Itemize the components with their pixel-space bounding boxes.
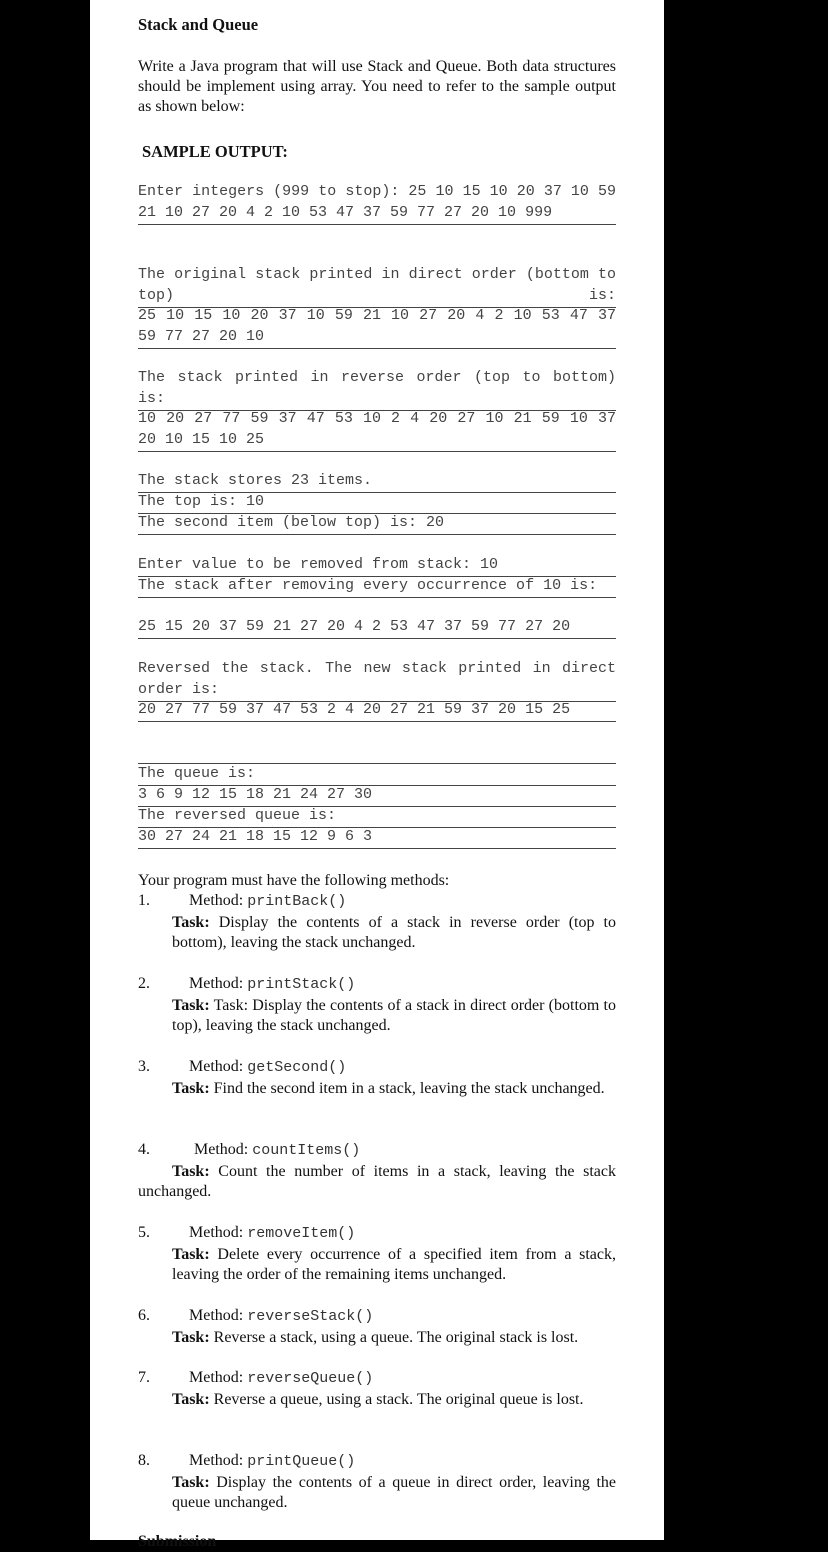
method-name: countItems() — [252, 1142, 361, 1159]
task-label: Task: — [172, 1246, 210, 1263]
task-description: Task: Display the contents of a stack in direct order (bottom to top), leaving the stack unchanged. — [172, 997, 616, 1034]
method-task — [172, 1328, 616, 1348]
method-number: 3. — [138, 1058, 150, 1075]
output-enter-integers: Enter integers (999 to stop): 25 10 15 10 20 37 10 59 21 10 27 20 4 2 10 53 47 37 59 77 27 20 10 999 — [138, 182, 616, 225]
task-label: Task: — [172, 914, 210, 931]
task-description: Find the second item in a stack, leaving the stack unchanged. — [213, 1080, 605, 1097]
method-name: reverseQueue() — [247, 1370, 374, 1387]
method-number: 6. — [138, 1307, 150, 1324]
output-reversed-values: 20 27 77 59 37 47 53 2 4 20 27 21 59 37 20 15 25 — [138, 700, 616, 722]
output-reversed-queue-label: The reversed queue is: — [138, 806, 616, 828]
method-label: Method: — [189, 1224, 244, 1241]
task-label: Task: — [172, 997, 210, 1014]
method-signature — [189, 1306, 373, 1327]
task-description: Count the number of items in a stack, leaving the stack unchanged. — [138, 1163, 616, 1200]
submission-heading: Submission — [138, 1533, 217, 1550]
method-label: Method: — [194, 1141, 249, 1158]
method-task — [172, 913, 616, 953]
method-signature — [189, 974, 355, 995]
output-reversed-queue-values: 30 27 24 21 18 15 12 9 6 3 — [138, 827, 616, 849]
method-label: Method: — [189, 1369, 244, 1386]
method-number: 7. — [138, 1369, 150, 1386]
output-original-values: 25 10 15 10 20 37 10 59 21 10 27 20 4 2 10 53 47 37 59 77 27 20 10 — [138, 306, 616, 349]
task-description: Reverse a stack, using a queue. The original stack is lost. — [213, 1329, 579, 1346]
method-signature — [189, 1223, 355, 1244]
method-name: printBack() — [247, 893, 347, 910]
method-signature — [189, 1368, 373, 1389]
method-signature — [189, 891, 346, 912]
method-label: Method: — [189, 1058, 244, 1075]
document-page — [90, 0, 664, 1550]
output-original-label: The original stack printed in direct order (bottom to top) is: — [138, 265, 616, 308]
methods-intro: Your program must have the following methods: — [138, 872, 450, 889]
method-number: 5. — [138, 1224, 150, 1241]
method-label: Method: — [189, 1307, 244, 1324]
method-number: 8. — [138, 1452, 150, 1469]
method-task — [138, 1079, 616, 1099]
method-task — [172, 1473, 616, 1513]
task-label: Task: — [172, 1391, 210, 1408]
output-stack-top: The top is: 10 — [138, 492, 616, 514]
method-signature — [194, 1140, 360, 1161]
task-description: Display the contents of a stack in reverse order (top to bottom), leaving the stack unchanged. — [172, 914, 616, 951]
method-name: printQueue() — [247, 1453, 356, 1470]
method-number: 2. — [138, 975, 150, 992]
task-description: Display the contents of a queue in direct order, leaving the queue unchanged. — [172, 1474, 617, 1511]
method-signature — [189, 1057, 346, 1078]
method-name: removeItem() — [247, 1225, 356, 1242]
document-title: Stack and Queue — [138, 15, 259, 34]
output-queue-values: 3 6 9 12 15 18 21 24 27 30 — [138, 785, 616, 807]
output-after-remove-label: The stack after removing every occurrence of 10 is: — [138, 576, 616, 598]
method-task — [172, 1245, 616, 1285]
task-description: Reverse a queue, using a stack. The original queue is lost. — [213, 1391, 584, 1408]
method-name: reverseStack() — [247, 1308, 374, 1325]
output-second-item: The second item (below top) is: 20 — [138, 513, 616, 535]
output-after-remove-values: 25 15 20 37 59 21 27 20 4 2 53 47 37 59 77 27 20 — [138, 617, 616, 639]
method-task — [172, 1390, 616, 1410]
method-label: Method: — [189, 975, 244, 992]
task-label: Task: — [172, 1474, 210, 1491]
method-task — [172, 996, 616, 1036]
method-label: Method: — [189, 892, 244, 909]
method-name: printStack() — [247, 976, 356, 993]
output-queue-label: The queue is: — [138, 763, 616, 786]
intro-paragraph: Write a Java program that will use Stack and Queue. Both data structures should be implement using array. You need to refer to the sample output as shown below: — [138, 58, 616, 115]
task-label: Task: — [172, 1163, 210, 1180]
task-label: Task: — [172, 1080, 210, 1097]
method-signature — [189, 1451, 355, 1472]
sample-output-heading: SAMPLE OUTPUT: — [142, 142, 288, 161]
method-number: 4. — [138, 1141, 150, 1158]
output-reversed-label: Reversed the stack. The new stack printed in direct order is: — [138, 659, 616, 702]
output-stack-count: The stack stores 23 items. — [138, 471, 616, 493]
method-label: Method: — [189, 1452, 244, 1469]
method-number: 1. — [138, 892, 150, 909]
task-description: Delete every occurrence of a specified item from a stack, leaving the order of the remaining items unchanged. — [172, 1246, 617, 1283]
task-label: Task: — [172, 1329, 210, 1346]
output-reverse-label: The stack printed in reverse order (top to bottom) is: — [138, 368, 616, 411]
output-reverse-values: 10 20 27 77 59 37 47 53 10 2 4 20 27 10 21 59 10 37 20 10 15 10 25 — [138, 409, 616, 452]
method-task — [138, 1162, 616, 1202]
method-name: getSecond() — [247, 1059, 347, 1076]
output-enter-remove: Enter value to be removed from stack: 10 — [138, 555, 616, 577]
